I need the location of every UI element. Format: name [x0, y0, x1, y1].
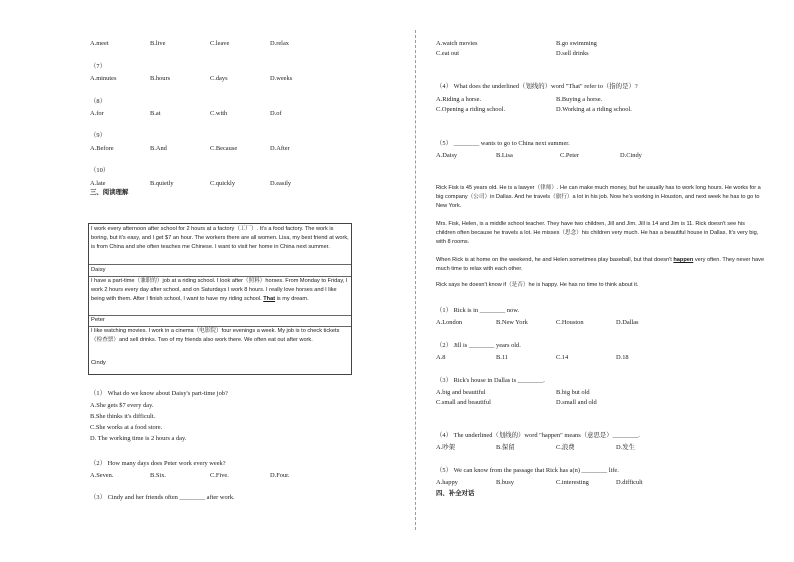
paragraph-text: I have a part-time（兼职的）job at a riding school. I look after（照料）horses. From Monday to Friday, I work 2 hours every day after school, and on Saturdays I work 8 hours. I really love horses and I like being with them. After I finish school, I want to have my riding school. [91, 278, 348, 303]
option[interactable]: C.Because [210, 145, 238, 152]
option[interactable]: B.hours [150, 75, 171, 82]
option[interactable]: B.busy [496, 479, 514, 486]
option[interactable]: B.保留 [496, 444, 515, 451]
option[interactable]: B.New York [496, 319, 528, 326]
option[interactable]: C.She works at a food store. [90, 424, 163, 431]
option[interactable]: C.浪费 [556, 444, 575, 451]
paragraph-text: is my dream. [275, 296, 309, 303]
option[interactable]: A.Riding a horse. [436, 96, 482, 103]
option[interactable]: C.14 [556, 354, 569, 361]
question-number: （10） [90, 167, 110, 174]
option[interactable]: B.Six. [150, 472, 166, 479]
section-heading: 三、阅读理解 [90, 189, 129, 196]
option[interactable]: D. The working time is 2 hours a day. [90, 435, 187, 442]
question-number: （9） [90, 132, 106, 139]
option[interactable]: D.relax [270, 40, 289, 47]
option[interactable]: A.8 [436, 354, 446, 361]
option[interactable]: B.Buying a horse. [556, 96, 603, 103]
option[interactable]: C.Houston [556, 319, 584, 326]
option[interactable]: A.London [436, 319, 463, 326]
option[interactable]: D.easily [270, 180, 292, 187]
option[interactable]: C.days [210, 75, 228, 82]
option[interactable]: A.for [90, 110, 104, 117]
option[interactable]: D.发生 [616, 444, 635, 451]
author-name: Peter [91, 317, 105, 323]
option[interactable]: D.Dallas [616, 319, 639, 326]
option[interactable]: D.sell drinks [556, 50, 589, 57]
option[interactable]: D.Working at a riding school. [556, 106, 632, 113]
option[interactable]: A.Daisy [436, 152, 458, 159]
question-text: （4） The underlined（划线的）word "happen" means（意思是）________. [436, 432, 640, 439]
reading-box-paragraph-2 [89, 277, 351, 315]
option[interactable]: C.with [210, 110, 228, 117]
question-number: （7） [90, 63, 106, 70]
reading-box-paragraph-3: I like watching movies. I work in a cinema（电影院）four evenings a week. My job is to check tickets（检查票）and sell drinks. Two of my friends also work there. We often eat out after work. [91, 328, 340, 344]
option[interactable]: D.weeks [270, 75, 293, 82]
option[interactable]: B.go swimming [556, 40, 597, 47]
reading-box-name-row [89, 359, 351, 373]
option[interactable]: C.Opening a riding school. [436, 106, 506, 113]
underlined-word: happen [673, 257, 694, 263]
reading-box-paragraph-1: I work every afternoon after school for 2 hours at a factory（工厂）. It's a food factory. The work is boring, but it's easy, and I get $7 an hour. The workers there are all women. Lisa, my best friend at work, is from China and she often teaches me Chinese. I want to visit her home in China next summer. [91, 226, 349, 251]
question-text: （5） ________ wants to go to China next summer. [436, 140, 570, 147]
option[interactable]: B.at [150, 110, 161, 117]
option[interactable]: A.Seven. [90, 472, 114, 479]
option[interactable]: B.live [150, 40, 166, 47]
option[interactable]: B.She thinks it's difficult. [90, 413, 156, 420]
column-divider [415, 30, 416, 530]
option[interactable]: C.eat out [436, 50, 460, 57]
option[interactable]: A.happy [436, 479, 458, 486]
option[interactable]: A.minutes [90, 75, 117, 82]
question-text: （4） What does the underlined（划线的）word "That" refer to（指的是）? [436, 83, 638, 90]
option[interactable]: C.quickly [210, 180, 236, 187]
option[interactable]: A.meet [90, 40, 109, 47]
reading-box [88, 223, 352, 375]
question-text: （2） Jill is ________ years old. [436, 342, 521, 349]
option[interactable]: C.leave [210, 40, 230, 47]
option[interactable]: B.Lisa [496, 152, 513, 159]
option[interactable]: C.small and beautiful [436, 399, 491, 406]
option[interactable]: D.Cindy [620, 152, 642, 159]
option[interactable]: C.Peter [560, 152, 579, 159]
paragraph-text: very often. They never have much time to relax with each other. [436, 257, 765, 273]
option[interactable]: D.18 [616, 354, 629, 361]
option[interactable]: B.quietly [150, 180, 174, 187]
section-heading: 四、补全对话 [436, 490, 475, 497]
option[interactable]: A.She gets $7 every day. [90, 402, 154, 409]
paragraph-text: When Rick is at home on the weekend, he and Helen sometimes play baseball, but that doesn't [436, 257, 674, 263]
question-text: （3） Rick's house in Dallas is ________. [436, 377, 545, 384]
option[interactable]: D.After [270, 145, 290, 152]
option[interactable]: A.watch movies [436, 40, 478, 47]
question-text: （1） What do we know about Daisy's part-time job? [90, 390, 228, 397]
option[interactable]: B.And [150, 145, 167, 152]
underlined-word: That [263, 296, 276, 303]
passage-paragraph: Rick Fisk is 45 years old. He is a lawyer（律师）. He can make much money, but he usually has to work long hours. He works for a big company（公司）in Dallas. And he travels（旅行）a lot in his job. Now he's working in Houston, and next week he has to go to New York. [436, 185, 761, 210]
passage-paragraph [436, 256, 766, 274]
option[interactable]: D.small and old [556, 399, 597, 406]
author-name: Cindy [91, 360, 106, 366]
option[interactable]: A.big and beautiful [436, 389, 486, 396]
option[interactable]: B.big but old [556, 389, 590, 396]
question-text: （2） How many days does Peter work every week? [90, 460, 226, 467]
option[interactable]: A.late [90, 180, 106, 187]
option[interactable]: A.Before [90, 145, 114, 152]
option[interactable]: B.11 [496, 354, 509, 361]
question-text: （3） Cindy and her friends often ________ after work. [90, 494, 235, 501]
option[interactable]: C.interesting [556, 479, 589, 486]
option[interactable]: A.吵架 [436, 444, 455, 451]
option[interactable]: D.of [270, 110, 282, 117]
author-name: Daisy [91, 267, 106, 273]
question-number: （8） [90, 98, 106, 105]
option[interactable]: D.Four. [270, 472, 290, 479]
passage-paragraph: Rick says he doesn't know if（是否）he is happy. He has no time to think about it. [436, 282, 639, 288]
question-text: （1） Rick is in ________ now. [436, 307, 520, 314]
option[interactable]: D.difficult [616, 479, 643, 486]
passage-paragraph: Mrs. Fisk, Helen, is a middle school teacher. They have two children, Jill and Jim. Jill is 14 and Jim is 11. Rick doesn't see his children often because he travels a lot. He misses（思念）his children very much. He has a beautiful house in Dallas. It's very big, with 8 rooms. [436, 221, 759, 246]
option[interactable]: C.Five. [210, 472, 229, 479]
question-text: （5） We can know from the passage that Rick has a(n) ________ life. [436, 467, 619, 474]
